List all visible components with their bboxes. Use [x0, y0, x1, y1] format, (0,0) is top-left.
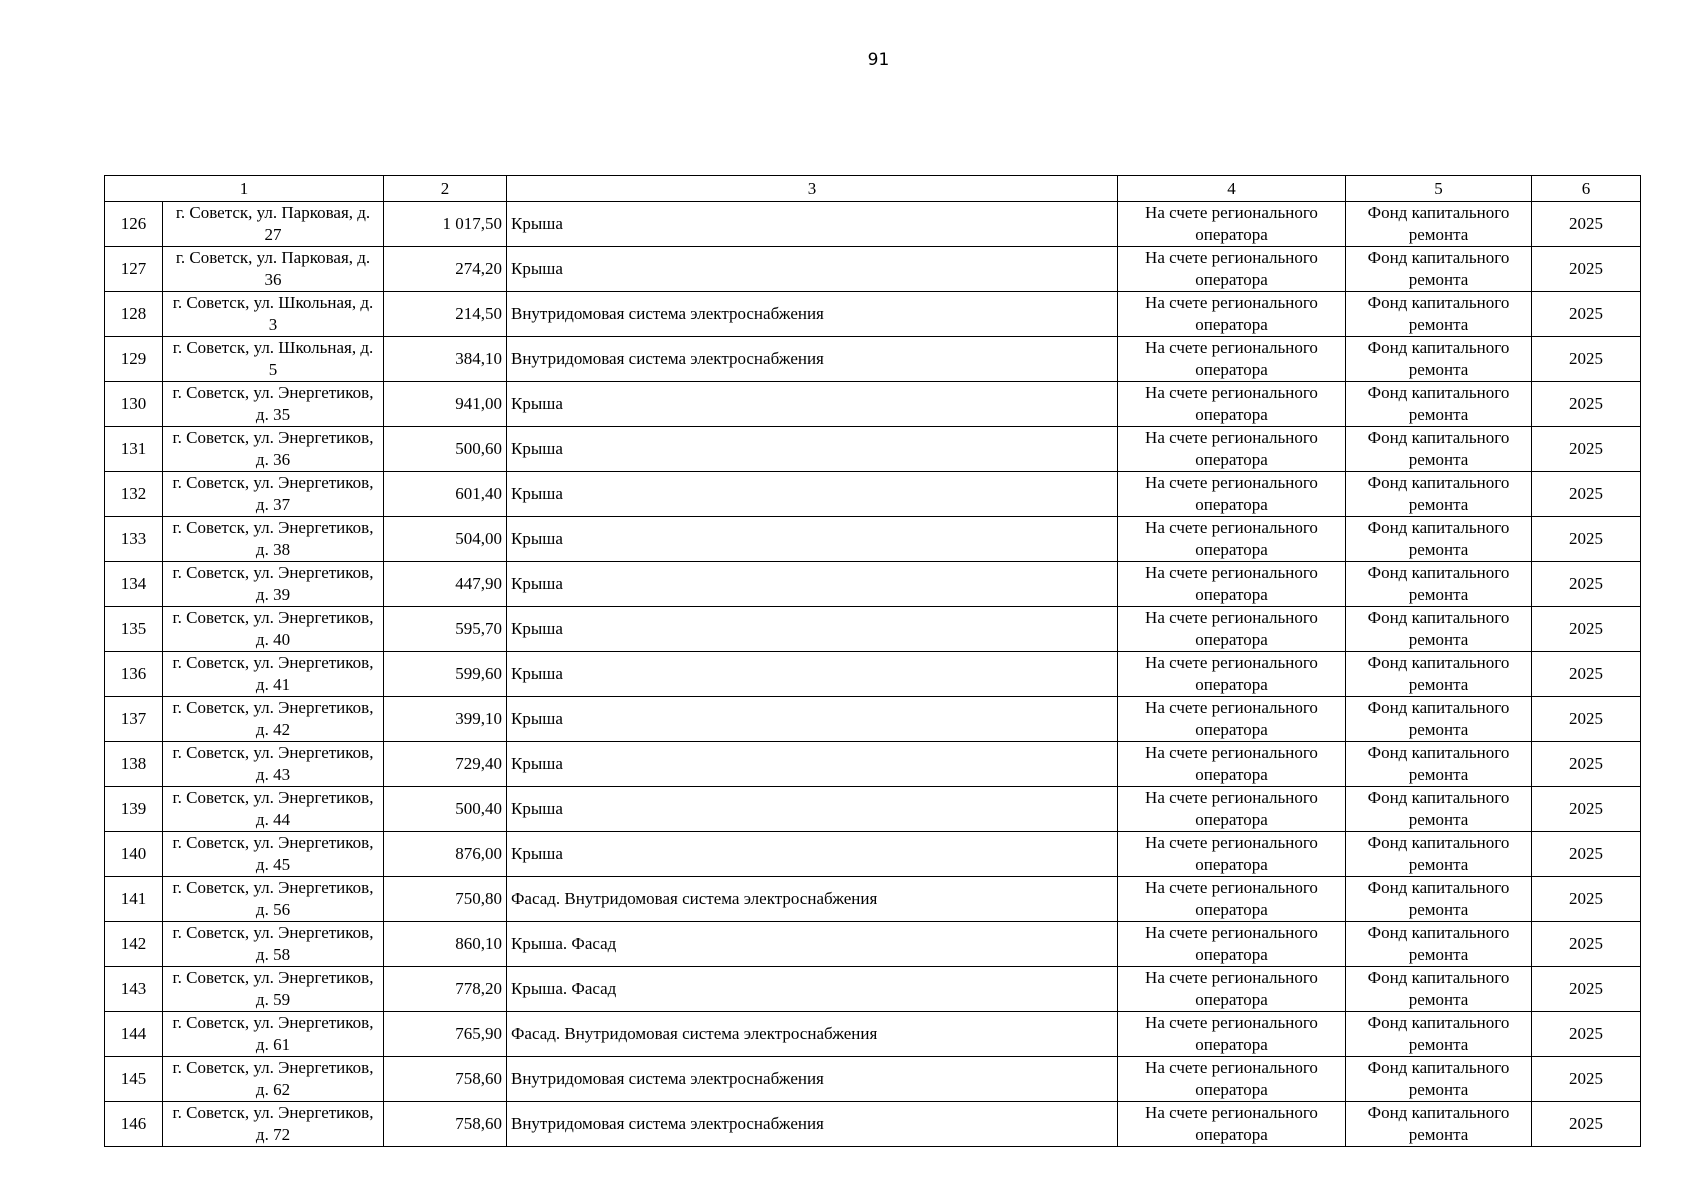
year-cell: 2025 — [1532, 877, 1641, 922]
area-cell: 860,10 — [384, 922, 507, 967]
work-type-cell: Крыша — [507, 247, 1118, 292]
address-cell: г. Советск, ул. Энергетиков, д. 43 — [163, 742, 384, 787]
row-number: 129 — [105, 337, 163, 382]
row-number: 128 — [105, 292, 163, 337]
table-row — [105, 382, 1641, 427]
work-type-cell: Крыша — [507, 697, 1118, 742]
funding-source-cell: Фонд капитального ремонта — [1346, 922, 1532, 967]
account-cell: На счете регионального оператора — [1118, 877, 1346, 922]
table-row — [105, 922, 1641, 967]
work-type-cell: Крыша — [507, 472, 1118, 517]
table-row — [105, 1012, 1641, 1057]
column-header-4: 4 — [1118, 176, 1346, 202]
account-cell: На счете регионального оператора — [1118, 697, 1346, 742]
funding-source-cell: Фонд капитального ремонта — [1346, 877, 1532, 922]
work-type-cell: Крыша — [507, 787, 1118, 832]
address-cell: г. Советск, ул. Энергетиков, д. 35 — [163, 382, 384, 427]
row-number: 139 — [105, 787, 163, 832]
area-cell: 399,10 — [384, 697, 507, 742]
row-number: 143 — [105, 967, 163, 1012]
year-cell: 2025 — [1532, 967, 1641, 1012]
account-cell: На счете регионального оператора — [1118, 337, 1346, 382]
year-cell: 2025 — [1532, 382, 1641, 427]
page-number: 91 — [867, 50, 890, 70]
area-cell: 595,70 — [384, 607, 507, 652]
area-cell: 500,60 — [384, 427, 507, 472]
funding-source-cell: Фонд капитального ремонта — [1346, 1012, 1532, 1057]
area-cell: 447,90 — [384, 562, 507, 607]
row-number: 145 — [105, 1057, 163, 1102]
address-cell: г. Советск, ул. Энергетиков, д. 38 — [163, 517, 384, 562]
funding-source-cell: Фонд капитального ремонта — [1346, 382, 1532, 427]
area-cell: 504,00 — [384, 517, 507, 562]
table-row — [105, 787, 1641, 832]
area-cell: 765,90 — [384, 1012, 507, 1057]
column-header-2: 2 — [384, 176, 507, 202]
funding-source-cell: Фонд капитального ремонта — [1346, 1102, 1532, 1147]
row-number: 137 — [105, 697, 163, 742]
area-cell: 758,60 — [384, 1057, 507, 1102]
account-cell: На счете регионального оператора — [1118, 1102, 1346, 1147]
work-type-cell: Внутридомовая система электроснабжения — [507, 1057, 1118, 1102]
work-type-cell: Крыша — [507, 202, 1118, 247]
funding-source-cell: Фонд капитального ремонта — [1346, 202, 1532, 247]
year-cell: 2025 — [1532, 787, 1641, 832]
address-cell: г. Советск, ул. Энергетиков, д. 59 — [163, 967, 384, 1012]
table-row — [105, 247, 1641, 292]
year-cell: 2025 — [1532, 832, 1641, 877]
funding-source-cell: Фонд капитального ремонта — [1346, 652, 1532, 697]
account-cell: На счете регионального оператора — [1118, 1057, 1346, 1102]
area-cell: 274,20 — [384, 247, 507, 292]
address-cell: г. Советск, ул. Энергетиков, д. 62 — [163, 1057, 384, 1102]
row-number: 134 — [105, 562, 163, 607]
area-cell: 599,60 — [384, 652, 507, 697]
work-type-cell: Внутридомовая система электроснабжения — [507, 1102, 1118, 1147]
year-cell: 2025 — [1532, 1012, 1641, 1057]
funding-source-cell: Фонд капитального ремонта — [1346, 562, 1532, 607]
work-type-cell: Крыша — [507, 832, 1118, 877]
address-cell: г. Советск, ул. Энергетиков, д. 37 — [163, 472, 384, 517]
funding-source-cell: Фонд капитального ремонта — [1346, 967, 1532, 1012]
work-type-cell: Крыша — [507, 382, 1118, 427]
work-type-cell: Крыша — [507, 652, 1118, 697]
column-header-3: 3 — [507, 176, 1118, 202]
area-cell: 729,40 — [384, 742, 507, 787]
table-body — [105, 202, 1641, 1147]
table-row — [105, 697, 1641, 742]
address-cell: г. Советск, ул. Парковая, д. 36 — [163, 247, 384, 292]
account-cell: На счете регионального оператора — [1118, 382, 1346, 427]
row-number: 140 — [105, 832, 163, 877]
address-cell: г. Советск, ул. Энергетиков, д. 36 — [163, 427, 384, 472]
account-cell: На счете регионального оператора — [1118, 292, 1346, 337]
year-cell: 2025 — [1532, 247, 1641, 292]
year-cell: 2025 — [1532, 922, 1641, 967]
account-cell: На счете регионального оператора — [1118, 832, 1346, 877]
work-type-cell: Крыша — [507, 607, 1118, 652]
row-number: 130 — [105, 382, 163, 427]
table-row — [105, 292, 1641, 337]
address-cell: г. Советск, ул. Энергетиков, д. 58 — [163, 922, 384, 967]
table-row — [105, 517, 1641, 562]
table-row — [105, 472, 1641, 517]
area-cell: 1 017,50 — [384, 202, 507, 247]
account-cell: На счете регионального оператора — [1118, 562, 1346, 607]
year-cell: 2025 — [1532, 427, 1641, 472]
row-number: 126 — [105, 202, 163, 247]
year-cell: 2025 — [1532, 202, 1641, 247]
account-cell: На счете регионального оператора — [1118, 607, 1346, 652]
work-type-cell: Крыша — [507, 742, 1118, 787]
funding-source-cell: Фонд капитального ремонта — [1346, 742, 1532, 787]
year-cell: 2025 — [1532, 472, 1641, 517]
address-cell: г. Советск, ул. Парковая, д. 27 — [163, 202, 384, 247]
account-cell: На счете регионального оператора — [1118, 247, 1346, 292]
table-row — [105, 877, 1641, 922]
work-type-cell: Внутридомовая система электроснабжения — [507, 292, 1118, 337]
work-type-cell: Фасад. Внутридомовая система электроснабжения — [507, 1012, 1118, 1057]
year-cell: 2025 — [1532, 652, 1641, 697]
capital-repair-table — [104, 175, 1641, 1147]
year-cell: 2025 — [1532, 562, 1641, 607]
work-type-cell: Внутридомовая система электроснабжения — [507, 337, 1118, 382]
funding-source-cell: Фонд капитального ремонта — [1346, 1057, 1532, 1102]
funding-source-cell: Фонд капитального ремонта — [1346, 337, 1532, 382]
area-cell: 758,60 — [384, 1102, 507, 1147]
row-number: 132 — [105, 472, 163, 517]
funding-source-cell: Фонд капитального ремонта — [1346, 517, 1532, 562]
row-number: 138 — [105, 742, 163, 787]
work-type-cell: Крыша — [507, 517, 1118, 562]
row-number: 146 — [105, 1102, 163, 1147]
work-type-cell: Крыша. Фасад — [507, 967, 1118, 1012]
work-type-cell: Крыша — [507, 427, 1118, 472]
work-type-cell: Фасад. Внутридомовая система электроснабжения — [507, 877, 1118, 922]
area-cell: 778,20 — [384, 967, 507, 1012]
table-row — [105, 1057, 1641, 1102]
account-cell: На счете регионального оператора — [1118, 517, 1346, 562]
year-cell: 2025 — [1532, 742, 1641, 787]
account-cell: На счете регионального оператора — [1118, 202, 1346, 247]
funding-source-cell: Фонд капитального ремонта — [1346, 292, 1532, 337]
address-cell: г. Советск, ул. Школьная, д. 5 — [163, 337, 384, 382]
column-header-5: 5 — [1346, 176, 1532, 202]
area-cell: 384,10 — [384, 337, 507, 382]
row-number: 144 — [105, 1012, 163, 1057]
funding-source-cell: Фонд капитального ремонта — [1346, 787, 1532, 832]
column-header-1: 1 — [105, 176, 384, 202]
row-number: 142 — [105, 922, 163, 967]
address-cell: г. Советск, ул. Энергетиков, д. 39 — [163, 562, 384, 607]
funding-source-cell: Фонд капитального ремонта — [1346, 607, 1532, 652]
year-cell: 2025 — [1532, 1102, 1641, 1147]
row-number: 127 — [105, 247, 163, 292]
work-type-cell: Крыша. Фасад — [507, 922, 1118, 967]
header-row — [105, 176, 1641, 202]
area-cell: 750,80 — [384, 877, 507, 922]
row-number: 133 — [105, 517, 163, 562]
account-cell: На счете регионального оператора — [1118, 1012, 1346, 1057]
table-row — [105, 607, 1641, 652]
row-number: 131 — [105, 427, 163, 472]
table-row — [105, 742, 1641, 787]
account-cell: На счете регионального оператора — [1118, 427, 1346, 472]
account-cell: На счете регионального оператора — [1118, 922, 1346, 967]
table-row — [105, 337, 1641, 382]
table-header — [105, 176, 1641, 202]
row-number: 141 — [105, 877, 163, 922]
funding-source-cell: Фонд капитального ремонта — [1346, 472, 1532, 517]
funding-source-cell: Фонд капитального ремонта — [1346, 697, 1532, 742]
year-cell: 2025 — [1532, 517, 1641, 562]
area-cell: 214,50 — [384, 292, 507, 337]
address-cell: г. Советск, ул. Школьная, д. 3 — [163, 292, 384, 337]
column-header-6: 6 — [1532, 176, 1641, 202]
address-cell: г. Советск, ул. Энергетиков, д. 61 — [163, 1012, 384, 1057]
work-type-cell: Крыша — [507, 562, 1118, 607]
table-row — [105, 1102, 1641, 1147]
account-cell: На счете регионального оператора — [1118, 652, 1346, 697]
account-cell: На счете регионального оператора — [1118, 787, 1346, 832]
funding-source-cell: Фонд капитального ремонта — [1346, 247, 1532, 292]
address-cell: г. Советск, ул. Энергетиков, д. 72 — [163, 1102, 384, 1147]
funding-source-cell: Фонд капитального ремонта — [1346, 427, 1532, 472]
row-number: 135 — [105, 607, 163, 652]
area-cell: 876,00 — [384, 832, 507, 877]
table-row — [105, 967, 1641, 1012]
account-cell: На счете регионального оператора — [1118, 472, 1346, 517]
address-cell: г. Советск, ул. Энергетиков, д. 45 — [163, 832, 384, 877]
area-cell: 601,40 — [384, 472, 507, 517]
year-cell: 2025 — [1532, 607, 1641, 652]
account-cell: На счете регионального оператора — [1118, 967, 1346, 1012]
funding-source-cell: Фонд капитального ремонта — [1346, 832, 1532, 877]
table-row — [105, 832, 1641, 877]
area-cell: 500,40 — [384, 787, 507, 832]
table-row — [105, 202, 1641, 247]
account-cell: На счете регионального оператора — [1118, 742, 1346, 787]
address-cell: г. Советск, ул. Энергетиков, д. 44 — [163, 787, 384, 832]
address-cell: г. Советск, ул. Энергетиков, д. 40 — [163, 607, 384, 652]
year-cell: 2025 — [1532, 292, 1641, 337]
area-cell: 941,00 — [384, 382, 507, 427]
year-cell: 2025 — [1532, 337, 1641, 382]
year-cell: 2025 — [1532, 1057, 1641, 1102]
address-cell: г. Советск, ул. Энергетиков, д. 56 — [163, 877, 384, 922]
table-row — [105, 652, 1641, 697]
row-number: 136 — [105, 652, 163, 697]
table-row — [105, 427, 1641, 472]
year-cell: 2025 — [1532, 697, 1641, 742]
address-cell: г. Советск, ул. Энергетиков, д. 41 — [163, 652, 384, 697]
address-cell: г. Советск, ул. Энергетиков, д. 42 — [163, 697, 384, 742]
table-row — [105, 562, 1641, 607]
